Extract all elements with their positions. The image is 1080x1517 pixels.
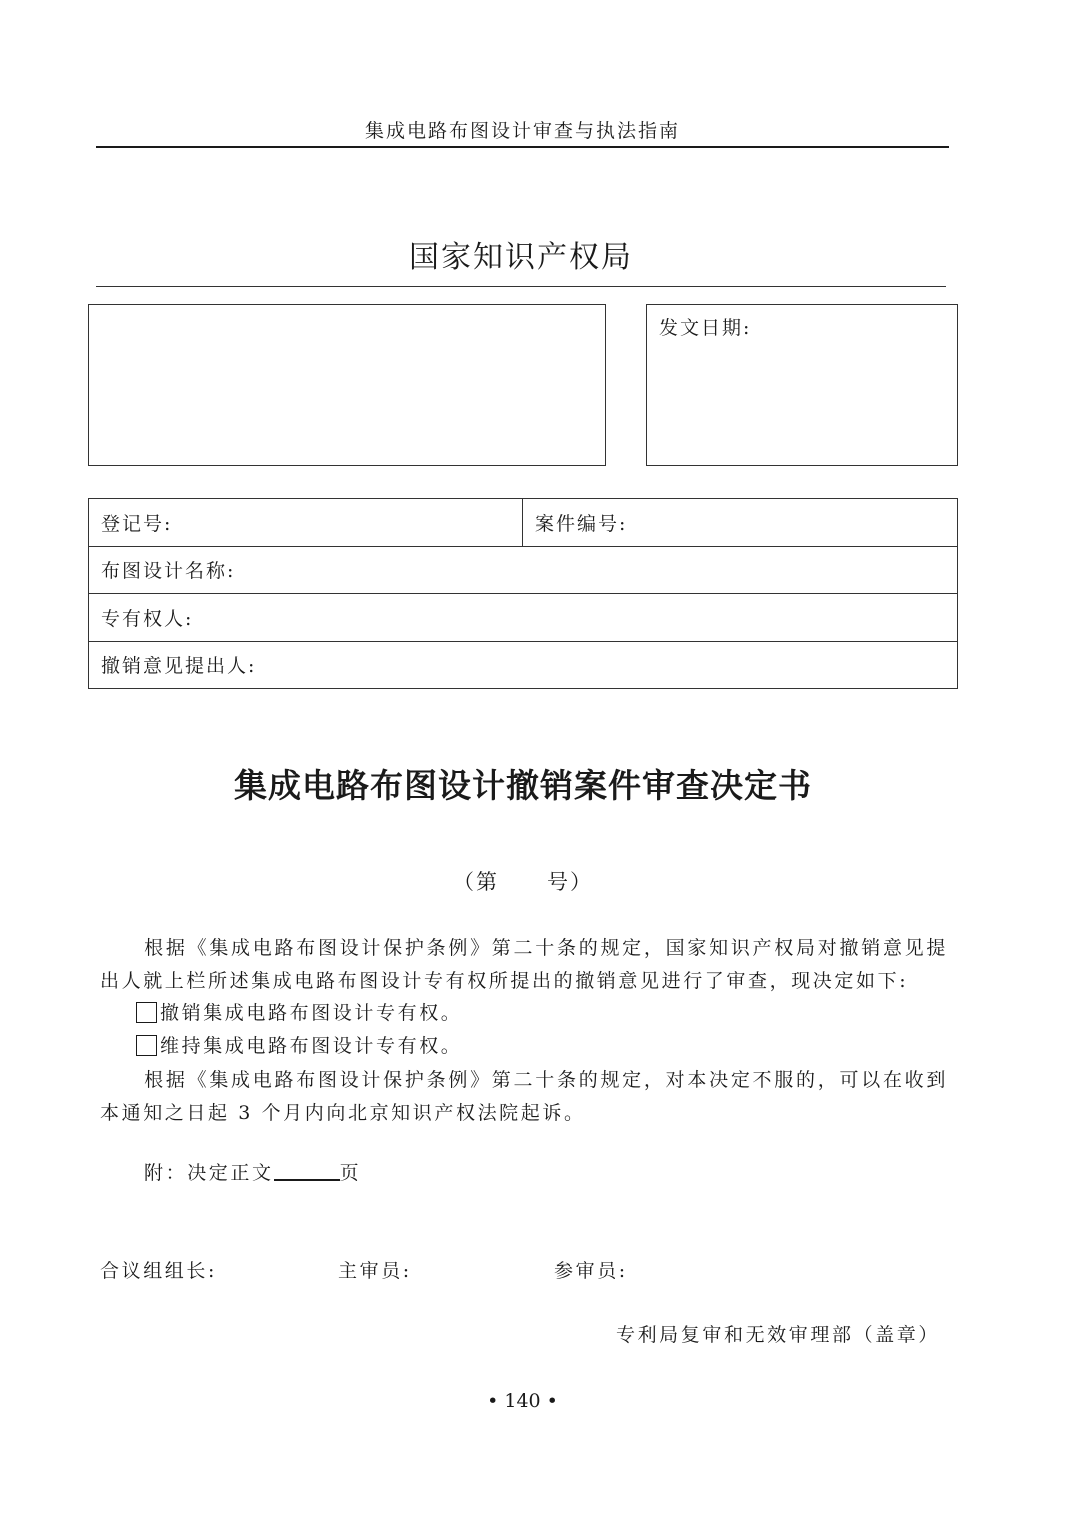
option-revoke[interactable] — [136, 997, 462, 1030]
number-open: （第 — [453, 870, 499, 894]
issue-date-label: 发文日期: — [659, 317, 752, 339]
option-revoke-label: 撤销集成电路布图设计专有权。 — [160, 1002, 463, 1024]
decision-paragraph-2 — [100, 1064, 948, 1130]
maintain-checkbox[interactable] — [136, 1035, 157, 1056]
right-holder-cell: 专有权人: — [89, 594, 958, 642]
running-header: 集成电路布图设计审查与执法指南 — [364, 120, 680, 142]
revoke-checkbox[interactable] — [136, 1002, 157, 1023]
revocation-proposer-cell: 撤销意见提出人: — [89, 641, 958, 689]
paragraph-2-text: 根据《集成电路布图设计保护条例》第二十条的规定，对本决定不服的，可以在收到本通知之日起 3 个月内向北京知识产权法院起诉。 — [100, 1069, 948, 1124]
attachment-suffix: 页 — [339, 1162, 362, 1184]
option-maintain[interactable] — [136, 1030, 462, 1063]
table-row — [89, 499, 958, 547]
decision-paragraph-1 — [100, 932, 948, 998]
option-maintain-label: 维持集成电路布图设计专有权。 — [160, 1035, 463, 1057]
issue-date-box — [646, 304, 958, 466]
associate-examiner-label: 参审员: — [554, 1260, 628, 1282]
decision-number-line — [88, 866, 958, 896]
attachment-line — [144, 1158, 361, 1185]
panel-leader-label: 合议组组长: — [100, 1260, 218, 1282]
table-row — [89, 594, 958, 642]
seal-text: 专利局复审和无效审理部（盖章） — [615, 1324, 940, 1346]
attachment-prefix: 附：决定正文 — [144, 1162, 274, 1184]
table-row — [89, 641, 958, 689]
office-name: 国家知识产权局 — [409, 240, 633, 275]
number-close: 号） — [547, 870, 593, 894]
chief-examiner-label: 主审员: — [338, 1260, 412, 1282]
paragraph-1-text: 根据《集成电路布图设计保护条例》第二十条的规定，国家知识产权局对撤销意见提出人就上栏所述集成电路布图设计专有权所提出的撤销意见进行了审查，现决定如下: — [100, 937, 948, 992]
design-name-cell: 布图设计名称: — [89, 546, 958, 594]
page-count-blank — [274, 1163, 340, 1181]
office-rule — [96, 286, 946, 287]
case-info-table — [88, 498, 958, 689]
page-number: • 140 • — [487, 1390, 558, 1412]
case-no-cell: 案件编号: — [523, 499, 958, 547]
header-rule — [96, 146, 949, 148]
recipient-address-box — [88, 304, 606, 466]
table-row — [89, 546, 958, 594]
decision-title: 集成电路布图设计撤销案件审查决定书 — [234, 766, 812, 805]
registration-no-cell: 登记号: — [89, 499, 523, 547]
